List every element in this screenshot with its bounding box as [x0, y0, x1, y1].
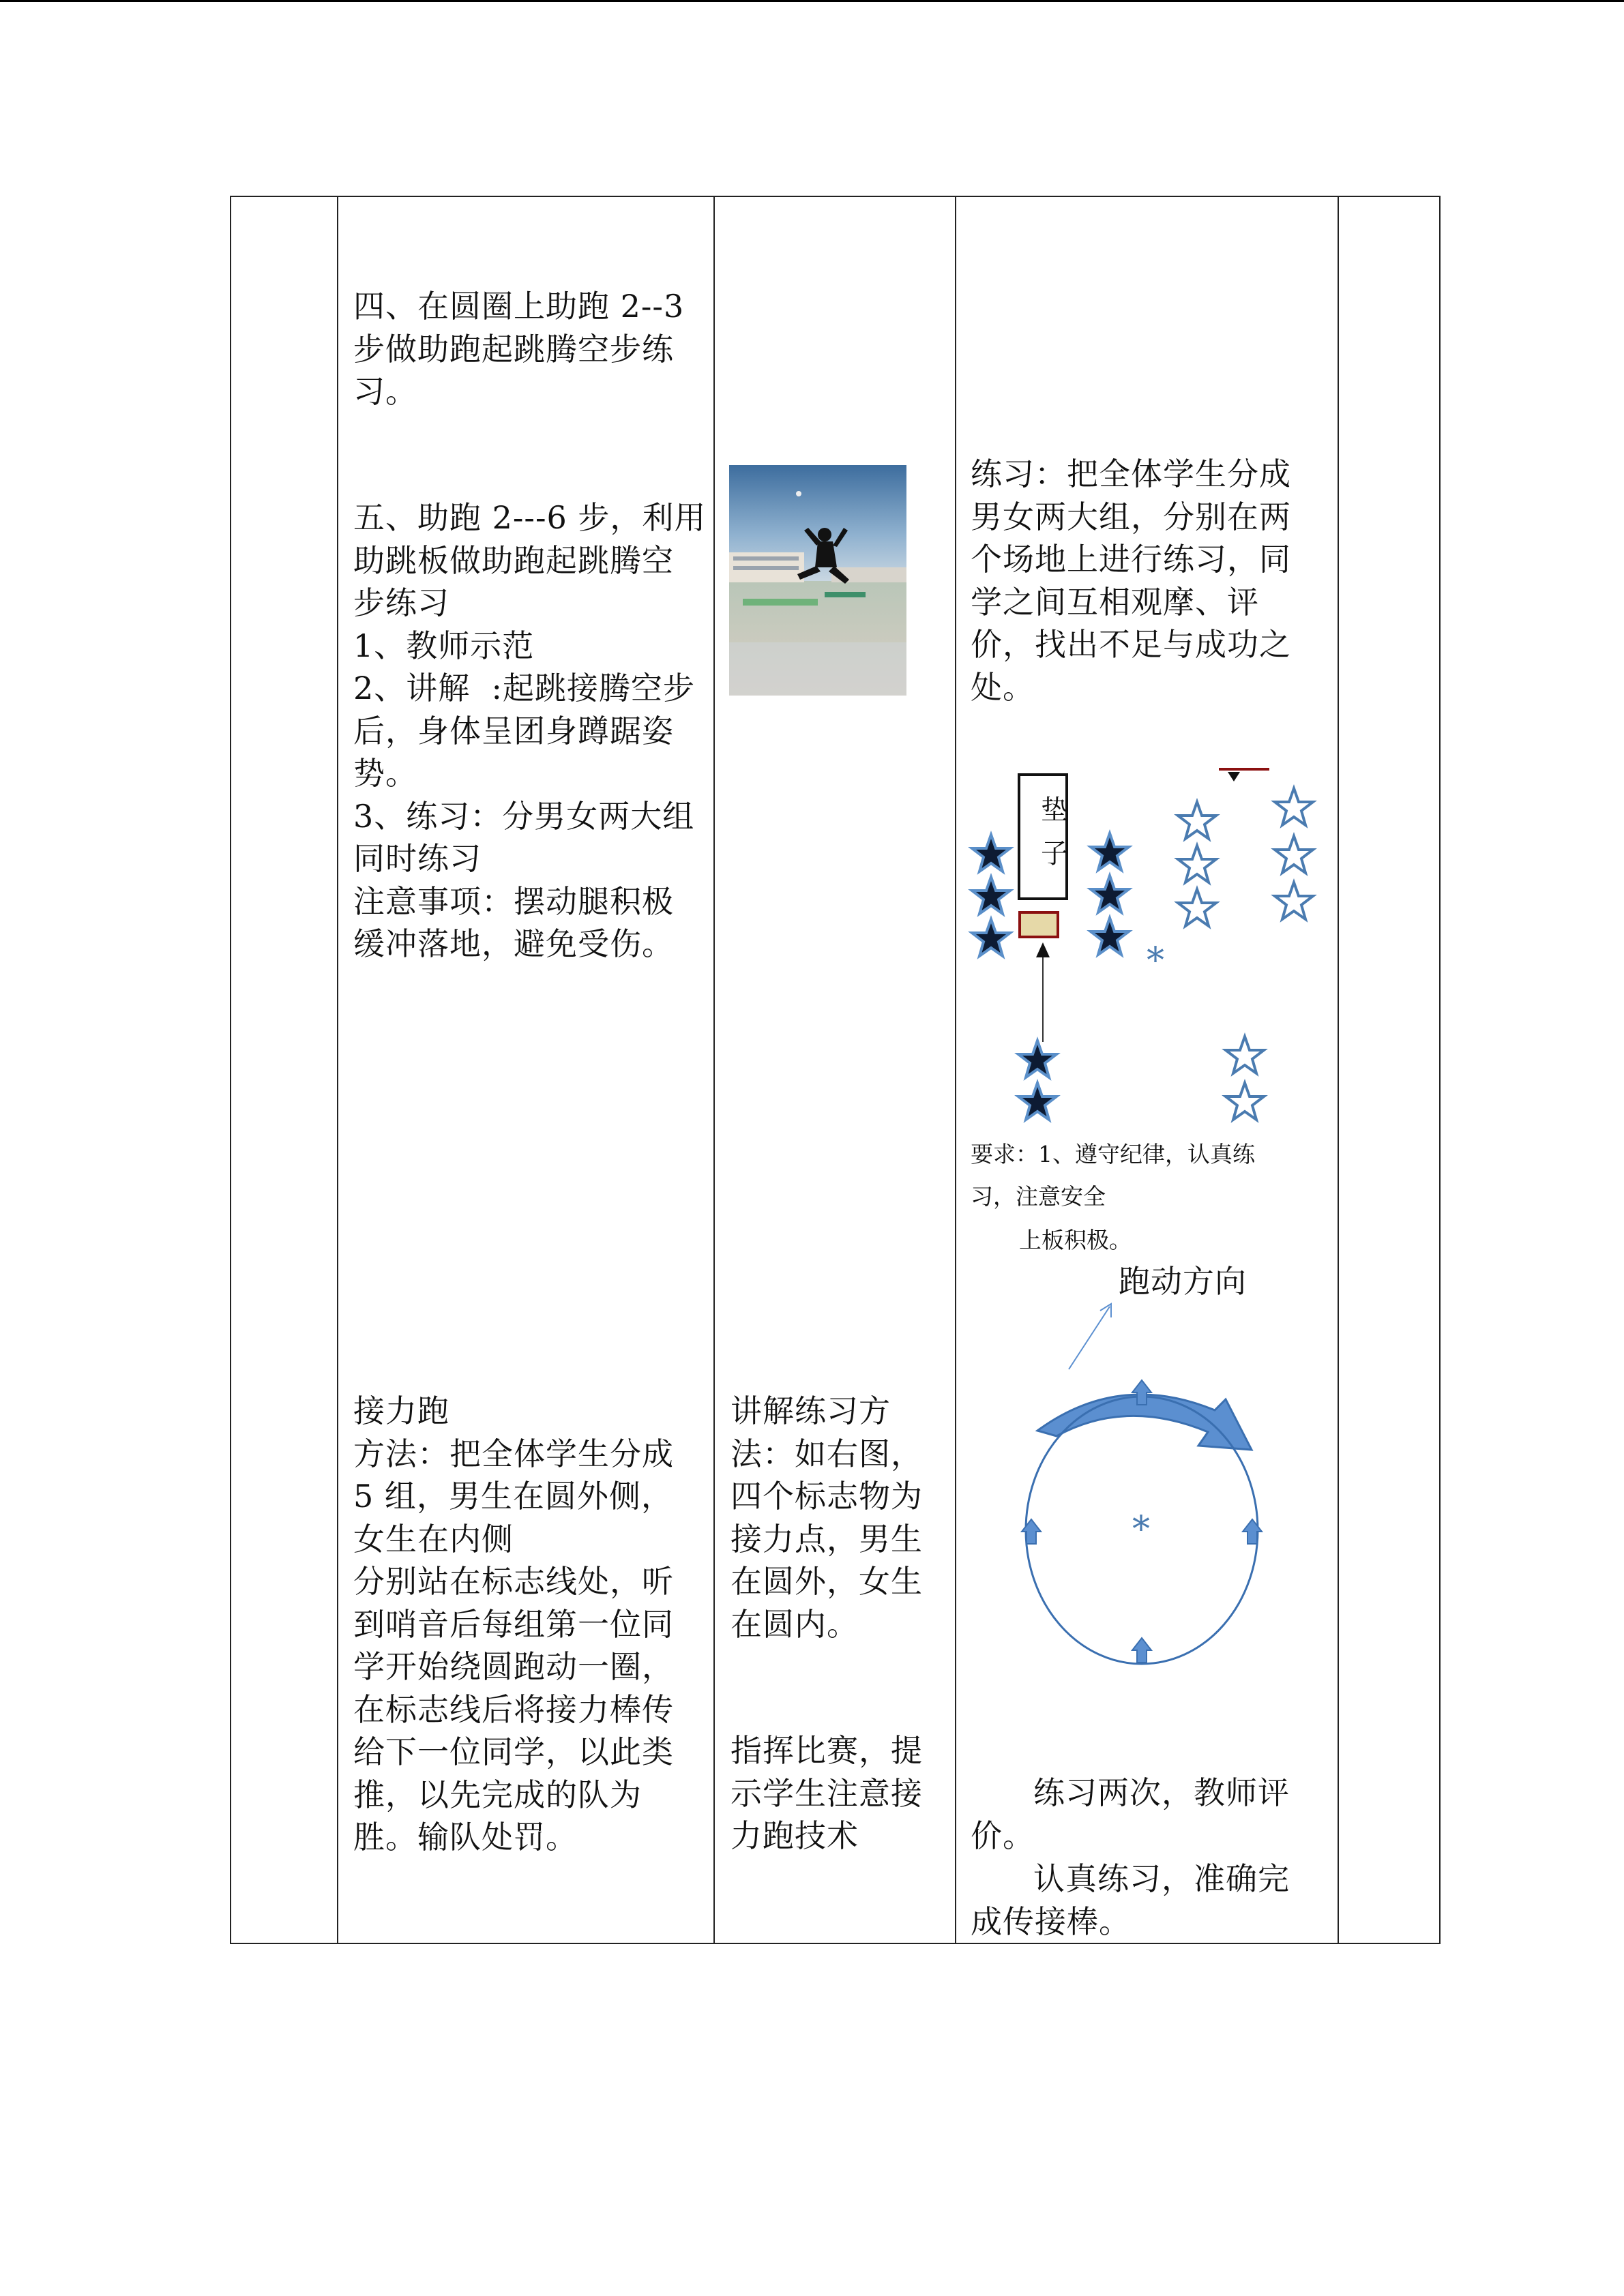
girl-star: [1275, 836, 1313, 873]
mat-label: 垫 子: [1041, 794, 1069, 869]
table-col-border-1: [337, 196, 338, 1944]
girl-star: [1226, 1037, 1264, 1073]
circle-center-asterisk: *: [1132, 1509, 1151, 1550]
table-bottom-border: [230, 1943, 1441, 1944]
relay-circle-diagram: [956, 1296, 1338, 1678]
boy-star: [1018, 1083, 1057, 1120]
command-text: 指挥比赛，提 示学生注意接 力跑技术: [730, 1732, 923, 1854]
table-col-border-0: [230, 196, 231, 1944]
boy-star: [1018, 1041, 1057, 1077]
relay-marker: [1243, 1519, 1262, 1544]
eval-text: 练习两次，教师评 价。: [971, 1774, 1290, 1854]
relay-text: 接力跑 方法：把全体学生分成 5 组，男生在圆外侧， 女生在内侧 分别站在标志线处，听 到哨音后每组第一位同 学开始绕圆跑动一圈， 在标志线后将接力棒传 给下一位同学，以此类 推，以先完成的队为 胜。输队处罚。: [353, 1392, 674, 1855]
boy-star: [972, 835, 1010, 871]
boy-star: [1091, 918, 1129, 955]
run-direction-label: 跑动方向: [1119, 1263, 1247, 1300]
boy-star: [972, 919, 1010, 956]
girl-star: [1226, 1083, 1264, 1120]
relay-marker: [1132, 1638, 1151, 1663]
page-top-rule: [0, 0, 1624, 2]
girl-star: [1275, 788, 1313, 825]
girl-star: [1275, 882, 1313, 919]
requirement-text: 要求：1、遵守纪律，认真练 习，注意安全: [971, 1141, 1255, 1210]
girl-star: [1178, 846, 1216, 882]
girl-star: [1178, 889, 1216, 926]
requirement-text-2: 上板积极。: [1019, 1227, 1132, 1253]
section4-text: 四、在圆圈上助跑 2--3 步做助跑起跳腾空步练 习。: [353, 288, 685, 410]
explain-text: 讲解练习方 法：如右图， 四个标志物为 接力点，男生 在圆外，女生 在圆内。: [730, 1392, 923, 1643]
boy-star: [972, 877, 1010, 914]
table-col-border-2: [713, 196, 715, 1944]
table-top-border: [230, 196, 1441, 197]
boy-star: [1091, 876, 1129, 912]
boy-star: [1091, 833, 1129, 870]
practice-text-2: 认真练习，准确完 成传接棒。: [971, 1860, 1290, 1940]
girl-star: [1178, 802, 1216, 839]
jump-demo-photo: [729, 465, 906, 696]
section5-text: 五、助跑 2---6 步，利用 助跳板做助跑起跳腾空 步练习 1、教师示范 2、讲解 :起跳接腾空步 后，身体呈团身蹲踞姿 势。 3、练习：分男女两大组 同时练习 注意事项：摆动腿积极 缓冲落地，避免受伤。: [353, 499, 707, 962]
middle-asterisk: *: [1147, 940, 1165, 981]
springboard: [1020, 912, 1058, 937]
practice-text: 练习：把全体学生分成 男女两大组，分别在两 个场地上进行练习，同 学之间互相观摩、评 价，找出不足与成功之 处。: [971, 456, 1291, 706]
relay-marker: [1022, 1519, 1041, 1544]
table-col-border-5: [1439, 196, 1441, 1944]
